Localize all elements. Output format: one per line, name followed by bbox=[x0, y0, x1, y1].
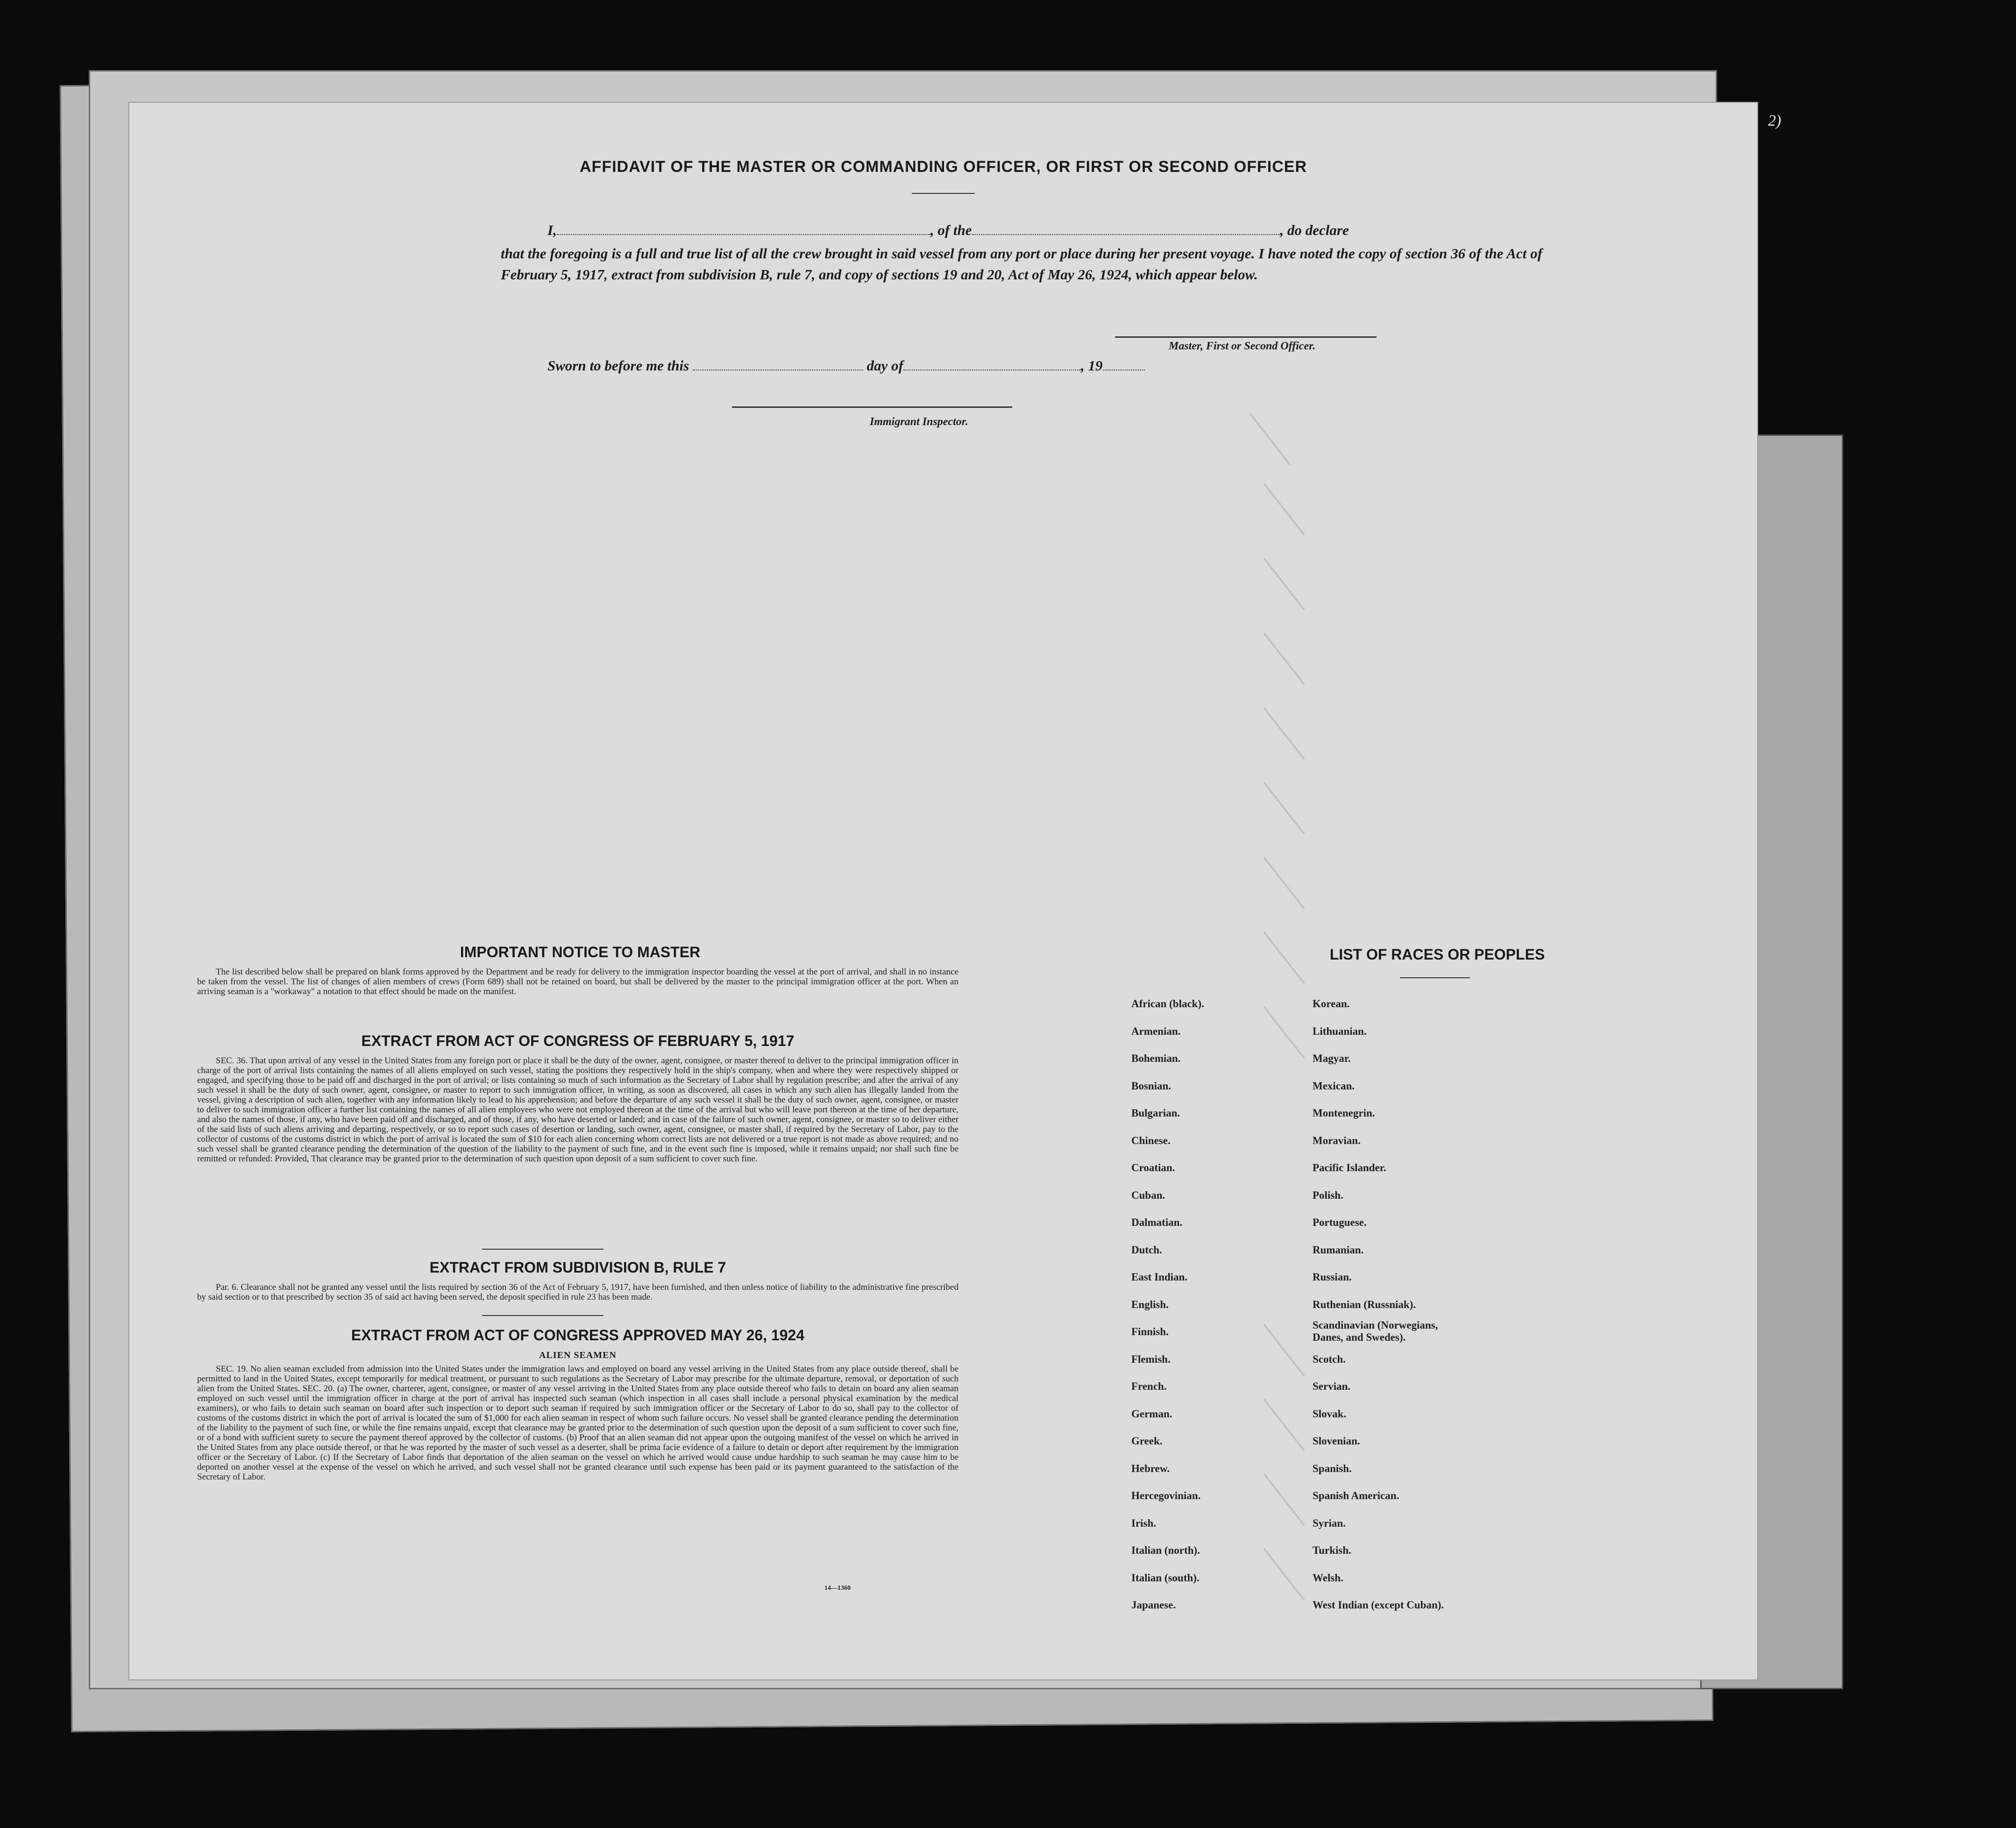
section-rule bbox=[482, 1315, 603, 1316]
race-item: Mexican. bbox=[1313, 1080, 1355, 1092]
sworn-year: , 19 bbox=[1081, 357, 1103, 374]
extract-1924-title: EXTRACT FROM ACT OF CONGRESS APPROVED MAY 26, 1924 bbox=[351, 1327, 805, 1344]
race-item: Italian (north). bbox=[1131, 1544, 1200, 1556]
sworn-day-blank bbox=[693, 358, 863, 370]
race-item: German. bbox=[1131, 1408, 1172, 1420]
race-item: Moravian. bbox=[1313, 1134, 1361, 1146]
race-item: Flemish. bbox=[1131, 1353, 1171, 1365]
race-item: Syrian. bbox=[1313, 1517, 1346, 1529]
subdivision-b-title: EXTRACT FROM SUBDIVISION B, RULE 7 bbox=[429, 1259, 726, 1276]
race-item: Scotch. bbox=[1313, 1353, 1346, 1365]
race-item: Spanish American. bbox=[1313, 1490, 1399, 1501]
section-rule bbox=[1400, 977, 1470, 978]
race-item: French. bbox=[1131, 1380, 1167, 1392]
race-item: Slovak. bbox=[1313, 1408, 1347, 1420]
sworn-line bbox=[547, 357, 1145, 374]
race-item: Finnish. bbox=[1131, 1326, 1169, 1337]
race-item: Montenegrin. bbox=[1313, 1107, 1375, 1119]
section-rule bbox=[482, 1249, 603, 1250]
race-item: Greek. bbox=[1131, 1435, 1163, 1447]
affidavit-declare: , do declare bbox=[1280, 222, 1349, 238]
race-item: Magyar. bbox=[1313, 1053, 1351, 1064]
race-item: Japanese. bbox=[1131, 1599, 1176, 1611]
race-item: Portuguese. bbox=[1313, 1216, 1367, 1228]
extract-1917-text: SEC. 36. That upon arrival of any vessel in the United States from any foreign port or place it shall be the duty of the owner, agent, consignee, or master thereof to deliver to the principal immigration officer in charge of the port of arrival lists containing the names of all aliens employed on such vessel, stating the positions they respectively hold in the ship's company, when and where they were respectively shipped or engaged, and specifying those to be paid off and discharged in the port of arrival; or lists containing so much of such information as the Secretary of Labor shall by regulation prescribe; and after the arrival of any such vessel it shall be the duty of such owner, agent, consignee, or master to report to such immigration officer, in writing, as soon as discovered, all cases in which any such alien has illegally landed from the vessel, giving a description of such alien, together with any information likely to lead to his apprehension; and before the departure of any such vessel it shall be the duty of such owner, agent, consignee, or master to deliver to such immigration officer a further list containing the names of all alien employees who were not employed thereon at the time of the arrival but who will leave port thereon at the time of her departure, and also the names of those, if any, who have been paid off and discharged, and of those, if any, who have deserted or landed; and in case of the failure of such owner, agent, consignee, or master so to deliver either of the said lists of such aliens arriving and departing, respectively, or so to report such cases of desertion or landing, such owner, agent, consignee, or master shall, if required by the Secretary of Labor, pay to the collector of customs of the customs district in which the port of arrival is located the sum of $10 for each alien concerning whom correct lists are not delivered or a true report is not made as above required; and no such vessel shall be granted clearance pending the determination of the question of the liability to the payment of such fine, and in the event such fine is imposed, while it remains unpaid; nor shall such fine be remitted or refunded: Provided, That clearance may be granted prior to the determination of such question upon deposit of a sum sufficient to cover such fine. bbox=[197, 1056, 958, 1164]
race-item: Turkish. bbox=[1313, 1544, 1351, 1556]
vessel-blank bbox=[972, 223, 1280, 235]
sworn-year-blank bbox=[1103, 358, 1145, 370]
race-item: Croatian. bbox=[1131, 1162, 1175, 1174]
affidavit-declaration-line bbox=[547, 222, 1349, 239]
notice-text: The list described below shall be prepared on blank forms approved by the Department and be ready for delivery to the immigration inspector boarding the vessel at the port of arrival, and shall in no instance be taken from the vessel. The list of changes of alien members of crews (Form 689) shall not be retained on board, but shall be delivered by the master to the principal immigration officer at the port. When an arriving seaman is a "workaway" a notation to that effect should be made on the manifest. bbox=[197, 967, 958, 996]
race-item: Welsh. bbox=[1313, 1572, 1343, 1584]
race-item: Hercegovinian. bbox=[1131, 1490, 1201, 1501]
race-item: Irish. bbox=[1131, 1517, 1157, 1529]
race-item: Slovenian. bbox=[1313, 1435, 1360, 1447]
affidavit-title: AFFIDAVIT OF THE MASTER OR COMMANDING OFFICER, OR FIRST OR SECOND OFFICER bbox=[580, 158, 1307, 176]
race-item: Dalmatian. bbox=[1131, 1216, 1183, 1228]
alien-seamen-subtitle: ALIEN SEAMEN bbox=[539, 1350, 617, 1360]
race-item: African (black). bbox=[1131, 998, 1204, 1010]
race-item: Bohemian. bbox=[1131, 1053, 1181, 1064]
extract-1917-title: EXTRACT FROM ACT OF CONGRESS OF FEBRUARY 5, 1917 bbox=[361, 1032, 795, 1049]
affidavit-body: that the foregoing is a full and true list of all the crew brought in said vessel from any port or place during her present voyage. I have noted the copy of section 36 of the Act of February 5, 1917, extract from subdivision B, rule 7, and copy of sections 19 and 20, Act of May 26, 1924, which appear below. bbox=[501, 245, 1542, 283]
race-item: Pacific Islander. bbox=[1313, 1162, 1386, 1174]
race-item: Lithuanian. bbox=[1313, 1025, 1367, 1037]
race-item: Dutch. bbox=[1131, 1244, 1162, 1256]
races-title: LIST OF RACES OR PEOPLES bbox=[1329, 946, 1545, 963]
sworn-day-of: day of bbox=[866, 357, 903, 374]
race-item: Bulgarian. bbox=[1131, 1107, 1180, 1119]
race-item: Cuban. bbox=[1131, 1189, 1165, 1201]
race-item: Italian (south). bbox=[1131, 1572, 1200, 1584]
race-item: Armenian. bbox=[1131, 1025, 1181, 1037]
title-rule bbox=[912, 193, 975, 194]
race-item: Servian. bbox=[1313, 1380, 1351, 1392]
master-signature-line bbox=[1115, 336, 1377, 338]
sworn-prefix: Sworn to before me this bbox=[547, 357, 689, 374]
race-item: Bosnian. bbox=[1131, 1080, 1171, 1092]
document-page bbox=[128, 102, 1758, 1680]
race-item: West Indian (except Cuban). bbox=[1313, 1599, 1444, 1611]
inspector-signature-line bbox=[732, 406, 1012, 408]
affidavit-of-the: , of the bbox=[930, 222, 972, 238]
races-left-column bbox=[1131, 990, 1204, 1619]
master-signature-caption: Master, First or Second Officer. bbox=[1169, 340, 1316, 352]
race-item: Spanish. bbox=[1313, 1462, 1352, 1474]
race-item: Russian. bbox=[1313, 1271, 1352, 1283]
extract-1924-text: SEC. 19. No alien seaman excluded from admission into the United States under the immigration laws and employed on board any vessel arriving in the United States from any place outside thereof, shall be permitted to land in the United States, except temporarily for medical treatment, or pursuant to such regulations as the Secretary of Labor may prescribe for the ultimate departure, removal, or deportation of such alien from the United States. SEC. 20. (a) The owner, charterer, agent, consignee, or master of any vessel arriving in the United States from any place outside thereof who fails to detain on board any alien seaman employed on such vessel until the immigration officer in charge at the port of arrival has inspected such seaman (which inspection in all cases shall include a personal physical examination by the medical examiners), or who fails to detain such seaman on board after such inspection or to deport such seaman if required by such immigration officer or the Secretary of Labor to do so, shall pay to the collector of customs of the customs district in which the port of arrival is located the sum of $1,000 for each alien seaman in respect of whom such failure occurs. No vessel shall be granted clearance pending the determination of the liability to the payment of such fine, or while the fine remains unpaid, except that clearance may be granted prior to the determination of such question upon the deposit of a sum sufficient to cover such fine, or of a bond with sufficient surety to secure the payment thereof approved by the collector of customs. (b) Proof that an alien seaman did not appear upon the outgoing manifest of the vessel on which he arrived in the United States from any place outside thereof, or that he was reported by the master of such vessel as a deserter, shall be prima facie evidence of a failure to detain or deport after requirement by the immigration officer or the Secretary of Labor. (c) If the Secretary of Labor finds that deportation of the alien seaman on the vessel on which he arrived would cause undue hardship to such seaman he may cause him to be deported on another vessel at the expense of the vessel on which he arrived, and such vessel shall not be granted clearance until such expense has been paid or its payment guaranteed to the satisfaction of the Secretary of Labor. bbox=[197, 1364, 958, 1482]
race-item: Rumanian. bbox=[1313, 1244, 1364, 1256]
race-item: Hebrew. bbox=[1131, 1462, 1170, 1474]
form-number: 14—1360 bbox=[824, 1585, 851, 1592]
race-item: Scandinavian (Norwegians, Danes, and Swedes). bbox=[1313, 1319, 1438, 1343]
race-item: Polish. bbox=[1313, 1189, 1343, 1201]
affidavit-i: I, bbox=[547, 222, 557, 238]
name-blank bbox=[557, 223, 930, 235]
race-item: Chinese. bbox=[1131, 1134, 1171, 1146]
races-right-column bbox=[1313, 990, 1467, 1619]
inspector-signature-caption: Immigrant Inspector. bbox=[870, 416, 968, 428]
notice-title: IMPORTANT NOTICE TO MASTER bbox=[460, 944, 701, 960]
subdivision-b-text: Par. 6. Clearance shall not be granted any vessel until the lists required by section 36 of the Act of February 5, 1917, have been furnished, and then unless notice of liability to the administrative fine prescribed by said section or to that prescribed by section 35 of said act having been served, the deposit specified in rule 23 has been made. bbox=[197, 1282, 958, 1302]
race-item: Ruthenian (Russniak). bbox=[1313, 1298, 1416, 1310]
race-item: Korean. bbox=[1313, 998, 1350, 1010]
race-item: English. bbox=[1131, 1298, 1169, 1310]
race-item: East Indian. bbox=[1131, 1271, 1188, 1283]
sworn-month-blank bbox=[903, 358, 1081, 370]
corner-mark: 2) bbox=[1768, 112, 1782, 129]
